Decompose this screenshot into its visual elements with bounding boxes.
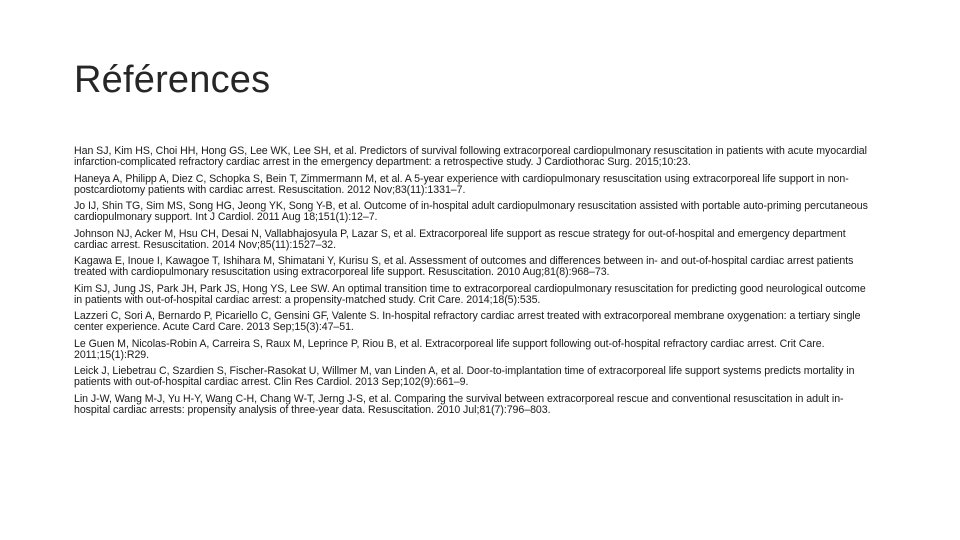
reference-list	[74, 146, 874, 421]
reference-item: Lazzeri C, Sori A, Bernardo P, Picariello C, Gensini GF, Valente S. In-hospital refractory cardiac arrest treated with extracorporeal membrane oxygenation: a tertiary single center experience. Acute Card Care. 2013 Sep;15(3):47–51.	[74, 310, 861, 333]
slide-title: Références	[74, 59, 271, 101]
reference-item: Jo IJ, Shin TG, Sim MS, Song HG, Jeong YK, Song Y-B, et al. Outcome of in-hospital adult cardiopulmonary resuscitation assisted with portable auto-priming percutaneous cardiopulmonary support. Int J Cardiol. 2011 Aug 18;151(1):12–7.	[74, 200, 868, 223]
reference-item: Haneya A, Philipp A, Diez C, Schopka S, Bein T, Zimmermann M, et al. A 5-year experience with cardiopulmonary resuscitation using extracorporeal life support in non-postcardiotomy patients with cardiac arrest. Resuscitation. 2012 Nov;83(11):1331–7.	[74, 172, 849, 196]
reference-item: Lin J-W, Wang M-J, Yu H-Y, Wang C-H, Chang W-T, Jerng J-S, et al. Comparing the survival between extracorporeal rescue and conventional resuscitation in adult in-hospital cardiac arrests: propensity analysis of three-year data. Resuscitation. 2010 Jul;81(7):796–803.	[74, 392, 844, 416]
reference-item: Leick J, Liebetrau C, Szardien S, Fischer-Rasokat U, Willmer M, van Linden A, et al. Door-to-implantation time of extracorporeal life support systems predicts mortality in patients with out-of-hospital cardiac arrest. Clin Res Cardiol. 2013 Sep;102(9):661–9.	[74, 365, 855, 388]
reference-item: Le Guen M, Nicolas-Robin A, Carreira S, Raux M, Leprince P, Riou B, et al. Extracorporeal life support following out-of-hospital refractory cardiac arrest. Crit Care. 2011;15(1):R29.	[74, 337, 825, 361]
reference-item: Kagawa E, Inoue I, Kawagoe T, Ishihara M, Shimatani Y, Kurisu S, et al. Assessment of outcomes and differences between in- and out-of-hospital cardiac arrest patients treated with cardiopulmonary resuscitation using extracorporeal life support. Resuscitation. 2010 Aug;81(8):968–73.	[74, 255, 854, 278]
reference-item: Johnson NJ, Acker M, Hsu CH, Desai N, Vallabhajosyula P, Lazar S, et al. Extracorporeal life support as rescue strategy for out-of-hospital and emergency department cardiac arrest. Resuscitation. 2014 Nov;85(11):1527–32.	[74, 227, 846, 251]
reference-item: Kim SJ, Jung JS, Park JH, Park JS, Hong YS, Lee SW. An optimal transition time to extracorporeal cardiopulmonary resuscitation for predicting good neurological outcome in patients with out-of-hospital cardiac arrest: a propensity-matched study. Crit Care. 2014;18(5):535.	[74, 282, 866, 306]
reference-item: Han SJ, Kim HS, Choi HH, Hong GS, Lee WK, Lee SH, et al. Predictors of survival following extracorporeal cardiopulmonary resuscitation in patients with acute myocardial infarction-complicated refractory cardiac arrest in the emergency department: a retrospective study. J Cardiothorac Surg. 2015;10:23.	[74, 145, 867, 168]
